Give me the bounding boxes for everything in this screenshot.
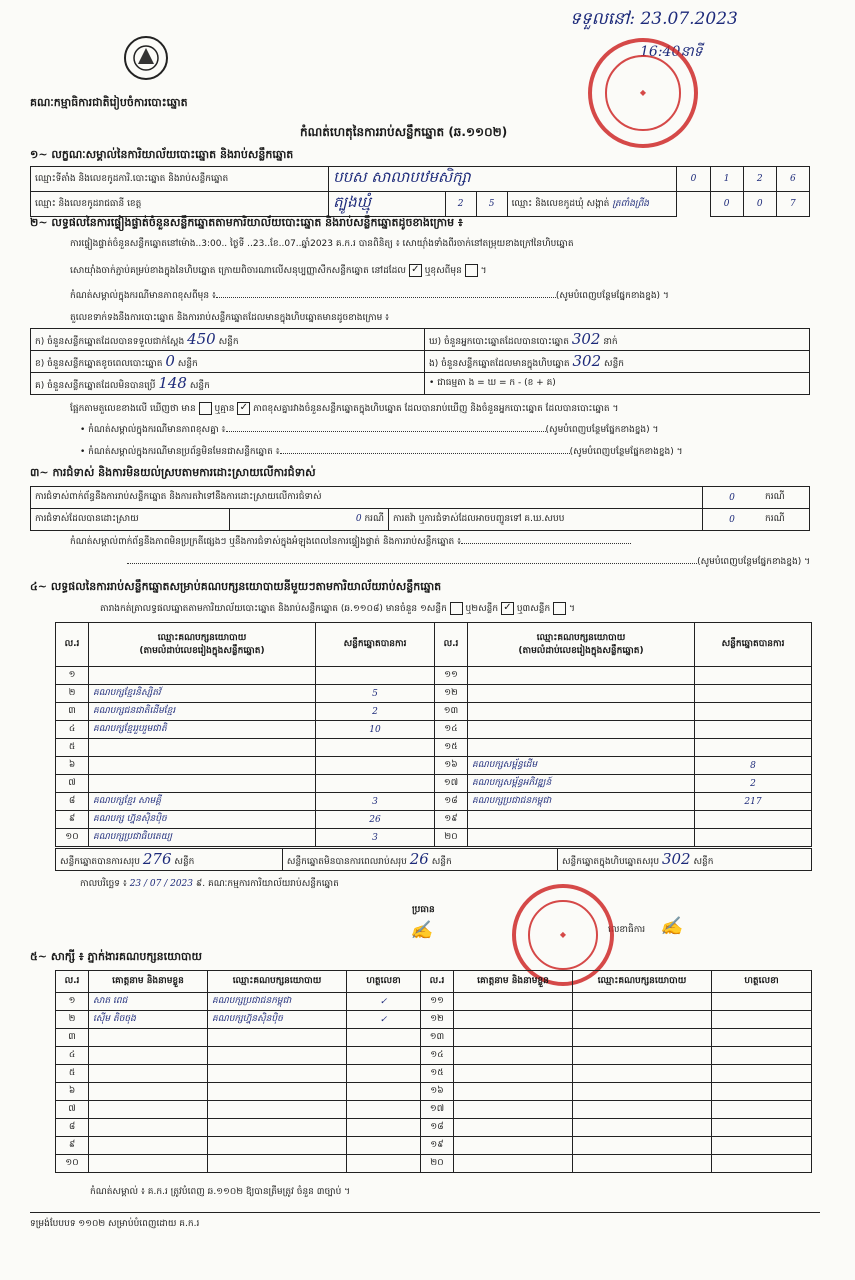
vote-count: 26 [316, 811, 435, 829]
row-number: ៨ [56, 793, 89, 811]
row-number: ១៧ [421, 1101, 454, 1119]
vote-count [695, 811, 812, 829]
party-name [468, 667, 695, 685]
signature [712, 1029, 812, 1047]
received-time: 16:40នាទី [640, 44, 703, 60]
table-row [56, 1155, 812, 1173]
official-stamp-bottom: ◆ [512, 884, 614, 986]
party-name [208, 1119, 347, 1137]
party-name [208, 1047, 347, 1065]
vote-count [316, 667, 435, 685]
box-ballots: ង) ចំនួនសន្លឹកឆ្នោតដែលមានក្នុងហិបឆ្នោត 302 សន្លឹក [425, 351, 810, 373]
section2-para3: ផ្អែកតាមតួលេខខាងលើ ឃើញថា មាន ឬគ្មាន ✓ ភាពខុសគ្នារវាងចំនួនសន្លឹកឆ្នោតក្នុងហិបឆ្នោត ដែលបានរាប់ឃើញ និងចំនួនអ្នកបោះឆ្នោត ដែលបានបោះឆ្នោត ។ [70, 402, 619, 414]
table-row [56, 1011, 812, 1029]
table-row [56, 1083, 812, 1101]
party-name [468, 721, 695, 739]
party-name [208, 1101, 347, 1119]
row-number: ១ [56, 993, 89, 1011]
party-name [208, 1155, 347, 1173]
party-name [468, 829, 695, 847]
section3-heading: ៣~ ការជំទាស់ និងការមិនយល់ស្របតាមការដោះស្រាយលើការជំទាស់ [30, 466, 316, 479]
table-row [56, 685, 812, 703]
witness-name [89, 1083, 208, 1101]
changed-checkbox[interactable] [465, 264, 478, 277]
table-row [56, 793, 812, 811]
signature [712, 1137, 812, 1155]
org-name: គណៈកម្មាធិការជាតិរៀបចំការបោះឆ្នោត [30, 96, 188, 109]
party-name: គណបក្សប្រជាធិបតេយ្យ [89, 829, 316, 847]
table-row [56, 1137, 812, 1155]
row-number: ១៨ [435, 793, 468, 811]
section2-para2: តួលេខទាក់ទងនឹងការបោះឆ្នោត និងការរាប់សន្លឹកឆ្នោតដែលមានក្នុងហិបឆ្នោតមានដូចខាងក្រោម ៖ [70, 313, 390, 323]
witness-name [89, 1029, 208, 1047]
row-number: ២០ [421, 1155, 454, 1173]
vote-count: 5 [316, 685, 435, 703]
section2-note: កំណត់សម្គាល់ក្នុងករណីមានភាពខុសពីមុន ៖ (សូមបំពេញបន្ថែមផ្នែកខាងខ្នង) ។ [70, 291, 669, 301]
objection-table: ការជំទាស់ពាក់ព័ន្ធនឹងការរាប់សន្លឹកឆ្នោត និងការតវ៉ាទៅនឹងការដោះស្រាយលើការជំទាស់ 0 ករណី ការជំទាស់ដែលបានដោះស្រាយ 0 ករណី ការតវ៉ា ឬការជំទាស់ដែលអាចបញ្ជូនទៅ គ.ឃ.សបប 0 ករណី [30, 486, 810, 531]
witness-name [454, 1155, 573, 1173]
party-name: គណបក្សខ្មែរ សាមគ្គី [89, 793, 316, 811]
vote-count: 2 [695, 775, 812, 793]
signature [712, 1101, 812, 1119]
party-name [573, 1029, 712, 1047]
table-row [56, 1047, 812, 1065]
row-number: ១៣ [421, 1029, 454, 1047]
official-stamp-top: ◆ [588, 38, 698, 148]
table-row [56, 829, 812, 847]
row-number: ១៤ [421, 1047, 454, 1065]
row-number: ១ [56, 667, 89, 685]
witness-name [89, 1101, 208, 1119]
signature [347, 1155, 421, 1173]
party-name [468, 685, 695, 703]
three-sheet-checkbox[interactable] [553, 602, 566, 615]
row-number: ១២ [421, 1011, 454, 1029]
row-number: ១៩ [435, 811, 468, 829]
row-number: ៤ [56, 721, 89, 739]
province-value: ត្បូងឃ្មុំ [329, 192, 445, 217]
section2-heading: ២~ លទ្ធផលនៃការផ្ទៀងផ្ទាត់ចំនួនសន្លឹកឆ្នោតតាមការិយាល័យបោះឆ្នោត និងរាប់សន្លឹកឆ្នោតដូចខាងក្រោម ៖ [30, 216, 463, 229]
party-name [468, 739, 695, 757]
witness-name [454, 1137, 573, 1155]
section1-heading: ១~ លក្ខណៈសម្គាល់នៃការិយាល័យបោះឆ្នោត និងរាប់សន្លឹកឆ្នោត [30, 148, 294, 161]
row-number: ១៦ [435, 757, 468, 775]
party-name [208, 1137, 347, 1155]
table-row [56, 757, 812, 775]
row-number: ៥ [56, 1065, 89, 1083]
table-row [56, 1065, 812, 1083]
vote-count [695, 703, 812, 721]
commune-label: ឈ្មោះ និងលេខកូដឃុំ សង្កាត់ ត្រពាំងព្រីង [507, 192, 677, 217]
one-sheet-checkbox[interactable] [450, 602, 463, 615]
section2-para1b: សោយ៉ាំងចាក់ភ្ជាប់គម្រប់ខាងក្នុងនៃហិបឆ្នោត ក្រោយពិចារណាលើសនុប្បញ្ញាសឹកសន្លឹកឆ្នោត នៅដដែល ✓ ឬខុសពីមុន ។ [70, 264, 487, 276]
row-number: ១០ [56, 829, 89, 847]
vote-count [316, 757, 435, 775]
party-name: គណបក្ស ហ្វ៊ុនស៊ិនប៉ិច [89, 811, 316, 829]
row-number: ១៧ [435, 775, 468, 793]
signature: ✓ [347, 1011, 421, 1029]
party-name [573, 1065, 712, 1083]
row-number: ៣ [56, 1029, 89, 1047]
section3-hint: (សូមបំពេញបន្ថែមផ្នែកខាងខ្នង) ។ [70, 556, 810, 569]
party-name [573, 1011, 712, 1029]
witness-name [89, 1047, 208, 1065]
vote-count: 3 [316, 829, 435, 847]
party-name: គណបក្សខ្មែរនិស្សិតវ៍ [89, 685, 316, 703]
row-number: ២ [56, 685, 89, 703]
witness-name [454, 1065, 573, 1083]
party-name: គណបក្សសម្ព័ន្ធអភិវឌ្ឍន៍ [468, 775, 695, 793]
signature [712, 1155, 812, 1173]
divider [30, 1212, 820, 1213]
vote-count: 217 [695, 793, 812, 811]
row-number: ៧ [56, 775, 89, 793]
party-name [468, 703, 695, 721]
witness-name [454, 993, 573, 1011]
signature [712, 1119, 812, 1137]
vote-count: 8 [695, 757, 812, 775]
vote-count [316, 775, 435, 793]
section5-heading: ៥~ សាក្សី ៖ ភ្នាក់ងារគណបក្សនយោបាយ [30, 950, 203, 963]
vote-count [695, 721, 812, 739]
discrepancy-no-checkbox[interactable]: ✓ [237, 402, 250, 415]
table-row [56, 1029, 812, 1047]
table-row [56, 721, 812, 739]
province-label: ឈ្មោះ និងលេខកូដរាជធានី ខេត្ត [31, 192, 329, 217]
row-number: ១៣ [435, 703, 468, 721]
row-number: ១៤ [435, 721, 468, 739]
secretary-signature: ✍ [660, 916, 683, 937]
row-number: ១៨ [421, 1119, 454, 1137]
signature [712, 993, 812, 1011]
witness-name [454, 1029, 573, 1047]
witness-table: ល.រ គោត្តនាម និងនាមខ្លួន ឈ្មោះគណបក្សនយោបាយ ហត្ថលេខា ល.រ គោត្តនាម និងនាមខ្លួន ឈ្មោះគណបក្សនយោបាយ ហត្ថលេខា ១ សាត ពេជ គណបក្សប្រជាជនកម្ពុជា ✓ ១១ ២ ស៊ើម តិចចុង គណបក្សហ្វ៊ុនស៊ិនប៉ិច ✓ ១២ ៣ ១៣ ៤ ១៤ ៥ ១៥ ៦ ១៦ ៧ ១៧ ៨ ១៨ ៩ ១៩ ១០ ២០ [55, 970, 812, 1173]
row-number: ៦ [56, 757, 89, 775]
witness-name [89, 1137, 208, 1155]
table-row [56, 993, 812, 1011]
row-number: ៩ [56, 811, 89, 829]
vote-count: 10 [316, 721, 435, 739]
signature [347, 1083, 421, 1101]
witness-name [454, 1119, 573, 1137]
unused-ballots: គ) ចំនួនសន្លឹកឆ្នោតដែលមិនបានប្រើ 148 សន្លឹក [31, 373, 425, 395]
discrepancy-yes-checkbox[interactable] [199, 402, 212, 415]
signature [712, 1065, 812, 1083]
witness-name: ស៊ើម តិចចុង [89, 1011, 208, 1029]
party-name: គណបក្សប្រជាជនកម្ពុជា [208, 993, 347, 1011]
party-name [208, 1029, 347, 1047]
party-name: គណបក្សសម្ព័ន្ធដើម [468, 757, 695, 775]
location-label: ឈ្មោះទីតាំង និងលេខកូដការិ.បោះឆ្នោត និងរាប់សន្លឹកឆ្នោត [31, 167, 329, 192]
party-name: គណបក្សហ្វ៊ុនស៊ិនប៉ិច [208, 1011, 347, 1029]
party-name: គណបក្សប្រជាជនកម្ពុជា [468, 793, 695, 811]
witness-name [454, 1011, 573, 1029]
row-number: ៧ [56, 1101, 89, 1119]
footnote: កំណត់សម្គាល់ ៖ គ.ក.រ ត្រូវបំពេញ ឆ.១១០២ ឱ្យបានត្រឹមត្រូវ ចំនួន ៣ច្បាប់ ។ [90, 1187, 351, 1197]
chair-label: ប្រធាន [412, 905, 435, 915]
party-name [573, 1137, 712, 1155]
vote-count [695, 739, 812, 757]
row-number: ១៥ [435, 739, 468, 757]
party-name [573, 1083, 712, 1101]
signature: ✓ [347, 993, 421, 1011]
party-name [89, 667, 316, 685]
party-name [573, 993, 712, 1011]
witness-name [454, 1101, 573, 1119]
party-name [573, 1119, 712, 1137]
party-name [573, 1155, 712, 1173]
received-ballots: ក) ចំនួនសន្លឹកឆ្នោតដែលបានទទួលជាក់ស្ដែង 450 សន្លឹក [31, 329, 425, 351]
row-number: ៨ [56, 1119, 89, 1137]
party-name [468, 811, 695, 829]
row-number: ១១ [421, 993, 454, 1011]
row-number: ២ [56, 1011, 89, 1029]
total-box: សន្លឹកឆ្នោតក្នុងហិបឆ្នោតសរុប 302 សន្លឹក [557, 849, 811, 871]
section3-note: កំណត់សម្គាល់ពាក់ព័ន្ធនឹងភាពមិនប្រក្រតីផ្សេងៗ ឬនឹងការជំទាស់ក្នុងអំឡុងពេលនៃការផ្ទៀងផ្ទាត់ និងការរាប់សន្លឹកឆ្នោត ៖ [70, 536, 631, 549]
witness-name [89, 1065, 208, 1083]
signature [347, 1137, 421, 1155]
table-row [56, 775, 812, 793]
section2-para1: ការផ្ទៀងផ្ទាត់ចំនួនសន្លឹកឆ្នោតនៅម៉ោង..3:00.. ថ្ងៃទី ..23..ខែ..07..ឆ្នាំ2023 គ.ក.រ បានពិនិត្យ ៖ សោយ៉ាំងទាំងពីរចាក់នៅតម្រុយខាងក្រៅនៃហិបឆ្នោត [70, 239, 574, 249]
chair-signature: ✍ [410, 920, 433, 941]
party-name: គណបក្សជនជាតិដើមខ្មែរ [89, 703, 316, 721]
row-number: ១៩ [421, 1137, 454, 1155]
row-number: ១៦ [421, 1083, 454, 1101]
row-number: ៤ [56, 1047, 89, 1065]
bullet1: • កំណត់សម្គាល់ក្នុងករណីមានភាពខុសគ្នា ៖ (សូមបំពេញបន្ថែមផ្នែកខាងខ្នង) ។ [80, 425, 659, 435]
totals-table [55, 848, 812, 871]
party-name [89, 757, 316, 775]
row-number: ១៥ [421, 1065, 454, 1083]
signature [712, 1047, 812, 1065]
table-row [56, 703, 812, 721]
row-number: ៩ [56, 1137, 89, 1155]
row-number: ១០ [56, 1155, 89, 1173]
results-table: ល.រ ឈ្មោះគណបក្សនយោបាយ (តាមលំដាប់លេខរៀងក្នុងសន្លឹកឆ្នោត) សន្លឹកឆ្នោតបានការ ល.រ ឈ្មោះគណបក្សនយោបាយ (តាមលំដាប់លេខរៀងក្នុងសន្លឹកឆ្នោត) សន្លឹកឆ្នោតបានការ ១ ១១ ២ គណបក្សខ្មែរនិស្សិតវ៍ 5 ១២ ៣ គណបក្សជនជាតិដើមខ្មែរ 2 ១៣ ៤ គណបក្សខ្មែររួបរួមជាតិ 10 ១៤ ៥ ១៥ ៦ ១៦ គណបក្សសម្ព័ន្ធដើម 8 ៧ ១៧ គណបក្សសម្ព័ន្ធអភិវឌ្ឍន៍ 2 ៨ គណបក្សខ្មែរ សាមគ្គី 3 ១៨ គណបក្សប្រជាជនកម្ពុជា 217 ៩ គណបក្ស ហ្វ៊ុនស៊ិនប៉ិច 26 ១៩ ១០ គណបក្សប្រជាធិបតេយ្យ 3 ២០ [55, 622, 812, 847]
vote-count [695, 667, 812, 685]
vote-count [316, 739, 435, 757]
signature [347, 1065, 421, 1083]
total-invalid: សន្លឹកឆ្នោតមិនបានការពេលរាប់សរុប 26 សន្លឹក [282, 849, 557, 871]
total-valid: សន្លឹកឆ្នោតបានការសរុប 276 សន្លឹក [56, 849, 283, 871]
emblem-icon [122, 34, 170, 82]
party-name [573, 1101, 712, 1119]
vote-count: 3 [316, 793, 435, 811]
table-row [56, 667, 812, 685]
voters-count: ឃ) ចំនួនអ្នកបោះឆ្នោតដែលបានបោះឆ្នោត 302 នាក់ [425, 329, 810, 351]
secretary-label: លេខាធិការ [608, 925, 646, 935]
table-row [56, 739, 812, 757]
witness-name [89, 1155, 208, 1173]
form-code: ទម្រង់បែបបទ ១១០២ សម្រាប់បំពេញដោយ គ.ក.រ [30, 1219, 200, 1229]
ballot-count-table [30, 328, 810, 395]
row-number: ១២ [435, 685, 468, 703]
vote-count [695, 829, 812, 847]
table-row [56, 1101, 812, 1119]
vote-count: 2 [316, 703, 435, 721]
table-row [56, 1119, 812, 1137]
signature [347, 1119, 421, 1137]
party-name: គណបក្សខ្មែររួបរួមជាតិ [89, 721, 316, 739]
signature [347, 1029, 421, 1047]
witness-name [454, 1083, 573, 1101]
row-number: ១១ [435, 667, 468, 685]
signature [347, 1047, 421, 1065]
formula: • ជាធម្មតា ង = ឃ = ក - (ខ + គ) [425, 373, 810, 395]
received-date: ទទួលនៅ: 23.07.2023 [570, 9, 738, 29]
signature [347, 1101, 421, 1119]
signature [712, 1083, 812, 1101]
party-name [89, 775, 316, 793]
page-title: កំណត់ហេតុនៃការរាប់សន្លឹកឆ្នោត (ឆ.១១០២) [300, 125, 508, 139]
signature [712, 1011, 812, 1029]
table-row [56, 811, 812, 829]
row-number: ២០ [435, 829, 468, 847]
same-checkbox[interactable]: ✓ [409, 264, 422, 277]
spoiled-ballots: ខ) ចំនួនសន្លឹកឆ្នោតខូចពេលបោះឆ្នោត 0 សន្លឹក [31, 351, 425, 373]
location-table: ឈ្មោះទីតាំង និងលេខកូដការិ.បោះឆ្នោត និងរាប់សន្លឹកឆ្នោត បបស សាលាបឋមសិក្សា 0 1 2 6 ឈ្មោះ និងលេខកូដរាជធានី ខេត្ត ត្បូងឃ្មុំ 2 5 ឈ្មោះ និងលេខកូដឃុំ សង្កាត់ ត្រពាំងព្រីង 0 0 7 [30, 166, 810, 217]
location-value: បបស សាលាបឋមសិក្សា [329, 167, 677, 192]
party-name [573, 1047, 712, 1065]
witness-name [89, 1119, 208, 1137]
party-name [89, 739, 316, 757]
row-number: ៣ [56, 703, 89, 721]
witness-name: សាត ពេជ [89, 993, 208, 1011]
section4-intro: តារាងកត់ត្រាលទ្ធផលឆ្នោតតាមការិយាល័យបោះឆ្នោត និងរាប់សន្លឹកឆ្នោត (ឆ.១១០៨) មានចំនួន ១សន្លឹក ឬ២សន្លឹក ✓ ឬ៣សន្លឹក ។ [100, 602, 575, 614]
party-name [208, 1065, 347, 1083]
row-number: ៦ [56, 1083, 89, 1101]
bullet2: • កំណត់សម្គាល់ក្នុងករណីមានប្រព័ន្ធមិនមែនជាសន្លឹកឆ្នោត ៖ (សូមបំពេញបន្ថែមផ្នែកខាងខ្នង) ។ [80, 447, 683, 457]
witness-name [454, 1047, 573, 1065]
vote-count [695, 685, 812, 703]
two-sheet-checkbox[interactable]: ✓ [501, 602, 514, 615]
section4-heading: ៤~ លទ្ធផលនៃការរាប់សន្លឹកឆ្នោតសម្រាប់គណបក្សនយោបាយនីមួយៗតាមការិយាល័យរាប់សន្លឹកឆ្នោត [30, 580, 442, 593]
party-name [208, 1083, 347, 1101]
committee-line: កាលបរិច្ឆេទ ៖ 23 / 07 / 2023 ៩. គណៈកម្មការការិយាល័យរាប់សន្លឹកឆ្នោត [80, 879, 339, 889]
row-number: ៥ [56, 739, 89, 757]
